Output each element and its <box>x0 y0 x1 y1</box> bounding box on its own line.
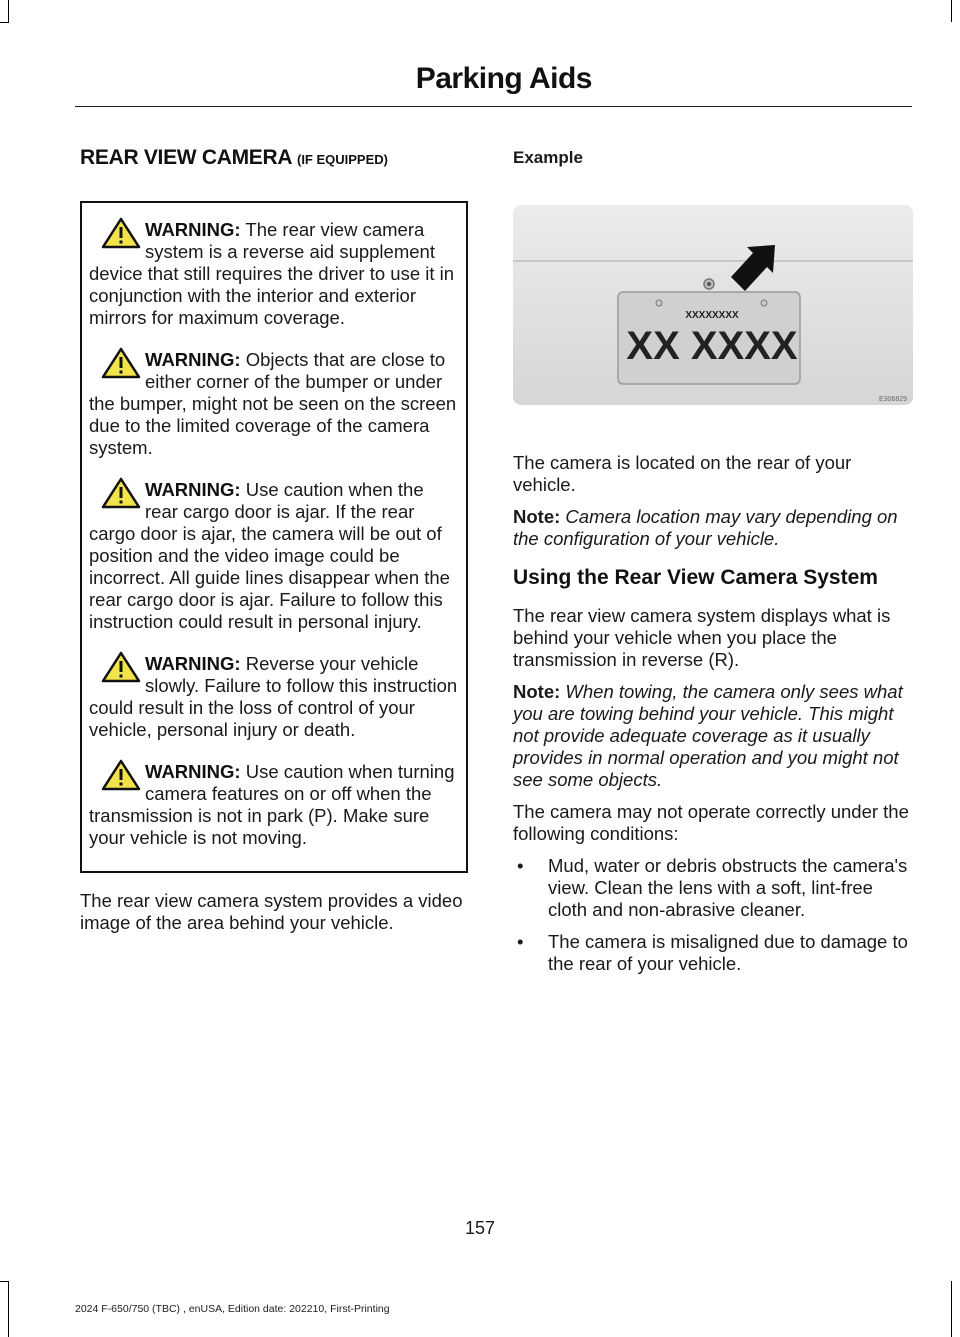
heading-main: REAR VIEW CAMERA <box>80 146 292 169</box>
conditions-list <box>513 855 913 975</box>
list-item <box>513 931 913 975</box>
location-paragraph: The camera is located on the rear of your vehicle. <box>513 452 852 495</box>
plate-screw-icon <box>656 300 662 306</box>
note-label: Note: <box>513 681 561 702</box>
camera-location-illustration <box>513 205 913 405</box>
bullet: • <box>517 855 524 876</box>
note-paragraph <box>513 506 913 550</box>
plate-main-text: XX XXXX <box>626 324 798 368</box>
warning-text: Use caution when turning camera features on or off when the transmission is not in park (P). Make sure your vehicle is not moving. <box>89 761 455 848</box>
crop-mark-top-left-h <box>0 22 9 23</box>
warning-triangle-icon <box>101 651 141 683</box>
crop-mark-bottom-left <box>8 1281 9 1337</box>
page-number: 157 <box>464 1218 496 1238</box>
section-title: Parking Aids <box>415 62 592 95</box>
list-item-text: The camera is misaligned due to damage to the rear of your vehicle. <box>548 931 908 974</box>
warning-text: Objects that are close to either corner of the bumper or under the bumper, might not be seen on the screen due to the limited coverage of the camera system. <box>89 349 457 458</box>
usage-paragraph: The rear view camera system displays what is behind your vehicle when you place the transmission in reverse (R). <box>513 605 891 670</box>
section-heading <box>80 146 472 170</box>
crop-mark-bottom-right <box>951 1281 952 1337</box>
bullet: • <box>517 931 524 952</box>
note-label: Note: <box>513 506 561 527</box>
warning-label: WARNING: <box>145 653 241 674</box>
subheading: Using the Rear View Camera System <box>513 566 878 589</box>
warning-item <box>89 349 460 459</box>
intro-paragraph: The rear view camera system provides a video image of the area behind your vehicle. <box>80 890 463 933</box>
warning-item <box>89 653 460 741</box>
crop-mark-bottom-left-h <box>0 1281 9 1282</box>
warning-triangle-icon <box>101 759 141 791</box>
left-column <box>80 146 472 170</box>
warning-item <box>89 479 460 633</box>
figure-code: E306829 <box>878 396 907 403</box>
heading-qualifier: (IF EQUIPPED) <box>296 152 388 167</box>
warning-triangle-icon <box>101 477 141 509</box>
example-label: Example <box>513 148 583 167</box>
note-text: When towing, the camera only sees what you are towing behind your vehicle. This might not provide adequate coverage as it usually provides in normal operation and you might not see some objects. <box>513 681 903 790</box>
warning-triangle-icon <box>101 347 141 379</box>
warning-label: WARNING: <box>145 219 241 240</box>
warning-item <box>89 219 460 329</box>
warning-triangle-icon <box>101 217 141 249</box>
header-rule <box>75 106 912 107</box>
plate-top-text: XXXXXXXX <box>685 310 739 321</box>
conditions-intro: The camera may not operate correctly under the following conditions: <box>513 801 909 844</box>
right-column <box>513 452 913 985</box>
edition-footer: 2024 F-650/750 (TBC) , enUSA, Edition date: 202210, First-Printing <box>75 1303 390 1315</box>
warning-label: WARNING: <box>145 349 241 370</box>
warning-text: Reverse your vehicle slowly. Failure to follow this instruction could result in the loss of control of your vehicle, personal injury or death. <box>89 653 458 740</box>
warning-label: WARNING: <box>145 761 241 782</box>
warning-box <box>80 201 468 873</box>
note-text: Camera location may vary depending on the configuration of your vehicle. <box>513 506 898 549</box>
list-item-text: Mud, water or debris obstructs the camera's view. Clean the lens with a soft, lint-free cloth and non-abrasive cleaner. <box>548 855 908 920</box>
note-paragraph <box>513 681 913 791</box>
warning-item <box>89 761 460 849</box>
warning-text: Use caution when the rear cargo door is ajar. If the rear cargo door is ajar, the camera will be out of position and the video image could be incorrect. All guide lines disappear when the rear cargo door is ajar. Failure to follow this instruction could result in personal injury. <box>89 479 450 632</box>
warning-label: WARNING: <box>145 479 241 500</box>
warning-text: The rear view camera system is a reverse aid supplement device that still requires the driver to use it in conjunction with the interior and exterior mirrors for maximum coverage. <box>89 219 455 328</box>
plate-screw-icon <box>761 300 767 306</box>
crop-mark-top-right <box>951 0 952 22</box>
crop-mark-top-left <box>8 0 9 22</box>
list-item <box>513 855 913 921</box>
